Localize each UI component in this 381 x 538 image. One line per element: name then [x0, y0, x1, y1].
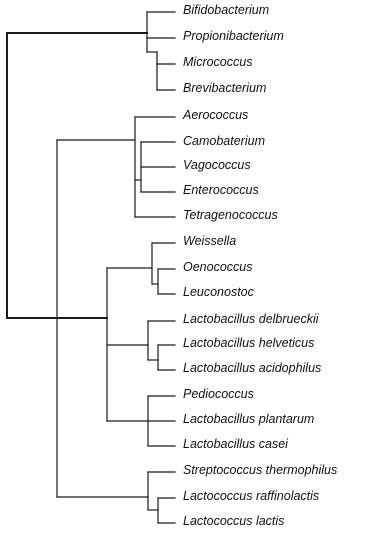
leaf-label-bifidobacterium: Bifidobacterium	[183, 3, 270, 17]
leaf-label-lactobacillus-plantarum: Lactobacillus plantarum	[183, 412, 315, 426]
leaf-label-lactobacillus-delbrueckii: Lactobacillus delbrueckii	[183, 312, 319, 326]
leaf-label-camobaterium: Camobaterium	[183, 134, 265, 148]
leaf-label-vagococcus: Vagococcus	[183, 158, 251, 172]
leaf-label-brevibacterium: Brevibacterium	[183, 81, 267, 95]
leaf-label-lactococcus-raffinolactis: Lactococcus raffinolactis	[183, 489, 320, 503]
leaf-label-propionibacterium: Propionibacterium	[183, 29, 284, 43]
leaf-label-tetragenococcus: Tetragenococcus	[183, 208, 278, 222]
leaf-label-lactobacillus-acidophilus: Lactobacillus acidophilus	[183, 361, 322, 375]
leaf-label-lactococcus-lactis: Lactococcus lactis	[183, 514, 285, 528]
leaf-label-lactobacillus-casei: Lactobacillus casei	[183, 437, 288, 451]
leaf-label-micrococcus: Micrococcus	[183, 55, 253, 69]
leaf-label-pediococcus: Pediococcus	[183, 387, 254, 401]
leaf-label-lactobacillus-helveticus: Lactobacillus helveticus	[183, 336, 315, 350]
leaf-label-aerococcus: Aerococcus	[183, 108, 249, 122]
leaf-label-enterococcus: Enterococcus	[183, 183, 259, 197]
leaf-label-weissella: Weissella	[183, 234, 237, 248]
leaf-label-oenococcus: Oenococcus	[183, 260, 253, 274]
leaf-label-streptococcus-thermophilus: Streptococcus thermophilus	[183, 463, 338, 477]
leaf-label-leuconostoc: Leuconostoc	[183, 285, 254, 299]
